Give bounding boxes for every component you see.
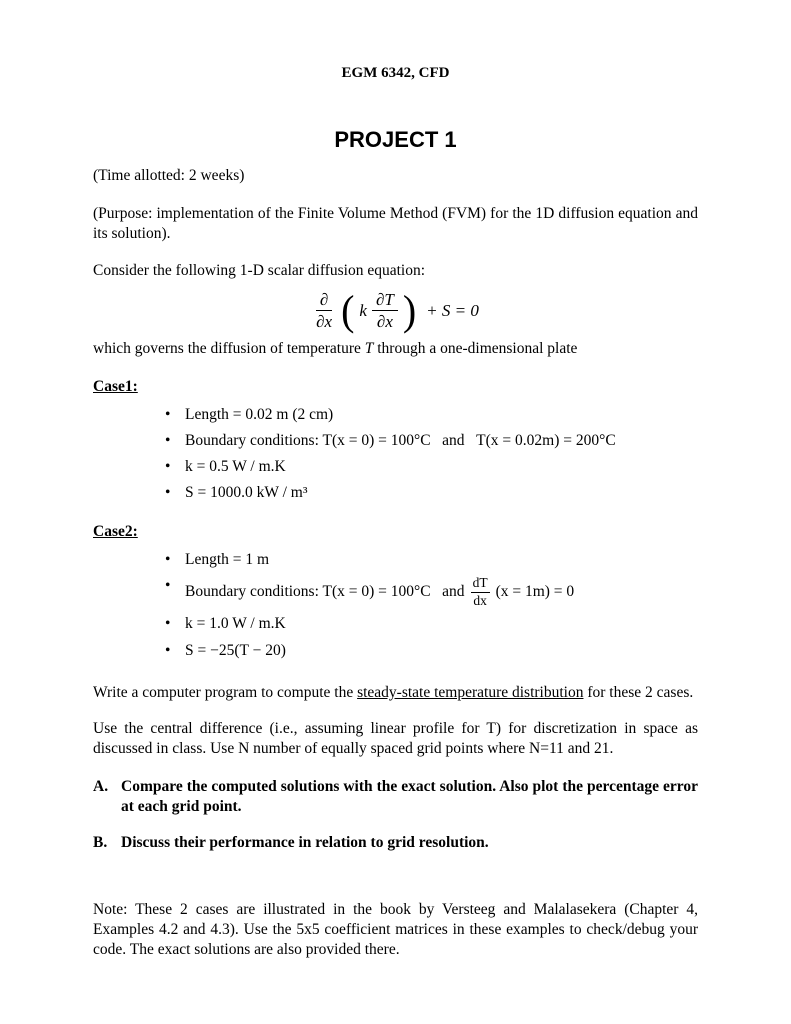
write-text-post: for these 2 cases. bbox=[583, 683, 694, 701]
task-a-label: A. bbox=[93, 778, 109, 796]
bullet-icon: • bbox=[165, 641, 171, 659]
bullet-icon: • bbox=[165, 615, 171, 633]
list-item bbox=[93, 550, 698, 570]
bullet-icon: • bbox=[165, 405, 171, 423]
list-item bbox=[93, 457, 698, 477]
bc-text-pre: Boundary conditions: T(x = 0) = 100°C and bbox=[185, 583, 465, 601]
bullet-text: S = −25(T − 20) bbox=[185, 641, 286, 659]
bullet-icon: • bbox=[165, 484, 171, 502]
fraction-denominator: dx bbox=[473, 592, 487, 608]
underlined-phrase: steady-state temperature distribution bbox=[357, 683, 584, 701]
equation-tail: + S = 0 bbox=[426, 300, 479, 320]
bullet-icon: • bbox=[165, 550, 171, 568]
bullet-icon: • bbox=[165, 576, 171, 594]
diffusion-equation bbox=[93, 285, 698, 337]
list-item bbox=[93, 431, 698, 451]
list-item bbox=[93, 483, 698, 503]
time-allotted-line: (Time allotted: 2 weeks) bbox=[93, 167, 245, 185]
boundary-condition-expression bbox=[185, 576, 698, 609]
bullet-icon: • bbox=[165, 458, 171, 476]
coefficient-k: k bbox=[359, 300, 367, 320]
consider-line: Consider the following 1-D scalar diffusion equation: bbox=[93, 261, 426, 279]
right-paren: ) bbox=[402, 286, 417, 334]
write-program-paragraph bbox=[93, 683, 698, 703]
governs-text-post: through a one-dimensional plate bbox=[373, 339, 578, 357]
case2-bullet-list bbox=[93, 550, 698, 661]
task-a bbox=[93, 777, 698, 817]
temperature-variable: T bbox=[364, 339, 374, 357]
bullet-text: k = 1.0 W / m.K bbox=[185, 615, 286, 633]
page-title: PROJECT 1 bbox=[334, 126, 457, 152]
task-b-text: Discuss their performance in relation to grid resolution. bbox=[121, 834, 489, 852]
left-paren: ( bbox=[341, 286, 355, 334]
list-item bbox=[93, 614, 698, 634]
write-text-pre: Write a computer program to compute the bbox=[93, 683, 358, 701]
fraction-numerator: ∂ bbox=[316, 290, 332, 312]
partial-T-fraction bbox=[372, 290, 398, 332]
task-b-label: B. bbox=[93, 834, 108, 852]
bullet-icon: • bbox=[165, 432, 171, 450]
central-difference-paragraph: Use the central difference (i.e., assuming linear profile for T) for discretization in space as discussed in class. Use N number of equally spaced grid points where N=11 and 21. bbox=[93, 719, 698, 758]
partial-x-fraction bbox=[312, 290, 336, 332]
course-header: EGM 6342, CFD bbox=[341, 65, 450, 81]
fraction-numerator: dT bbox=[471, 576, 490, 593]
fraction-numerator: ∂T bbox=[372, 290, 398, 312]
governs-text-pre: which governs the diffusion of temperature bbox=[93, 339, 365, 357]
case1-bullet-list bbox=[93, 405, 698, 504]
bullet-text: Length = 1 m bbox=[185, 550, 270, 568]
governs-line bbox=[93, 339, 698, 359]
list-item bbox=[93, 641, 698, 661]
dT-dx-fraction bbox=[471, 576, 490, 609]
fraction-denominator: ∂x bbox=[316, 312, 333, 332]
list-item bbox=[93, 405, 698, 425]
bullet-text: Boundary conditions: T(x = 0) = 100°C and T(x = 0.02m) = 200°C bbox=[185, 432, 616, 450]
note-paragraph: Note: These 2 cases are illustrated in the book by Versteeg and Malalasekera (Chapter 4, Examples 4.2 and 4.3). Use the 5x5 coefficient matrices in these examples to check/debug your code. The exact solutions are also provided there. bbox=[93, 900, 698, 958]
task-b bbox=[93, 833, 698, 853]
bc-text-post: (x = 1m) = 0 bbox=[495, 583, 575, 601]
purpose-paragraph: (Purpose: implementation of the Finite Volume Method (FVM) for the 1D diffusion equation and its solution). bbox=[93, 205, 698, 243]
task-a-text: Compare the computed solutions with the exact solution. Also plot the percentage error at each grid point. bbox=[121, 778, 698, 816]
bullet-text: S = 1000.0 kW / m³ bbox=[185, 484, 308, 502]
case1-heading: Case1: bbox=[93, 377, 138, 395]
case2-heading: Case2: bbox=[93, 522, 138, 540]
bullet-text: Length = 0.02 m (2 cm) bbox=[185, 405, 334, 423]
fraction-denominator: ∂x bbox=[376, 312, 393, 332]
bullet-text: k = 0.5 W / m.K bbox=[185, 458, 286, 476]
list-item bbox=[93, 576, 698, 609]
